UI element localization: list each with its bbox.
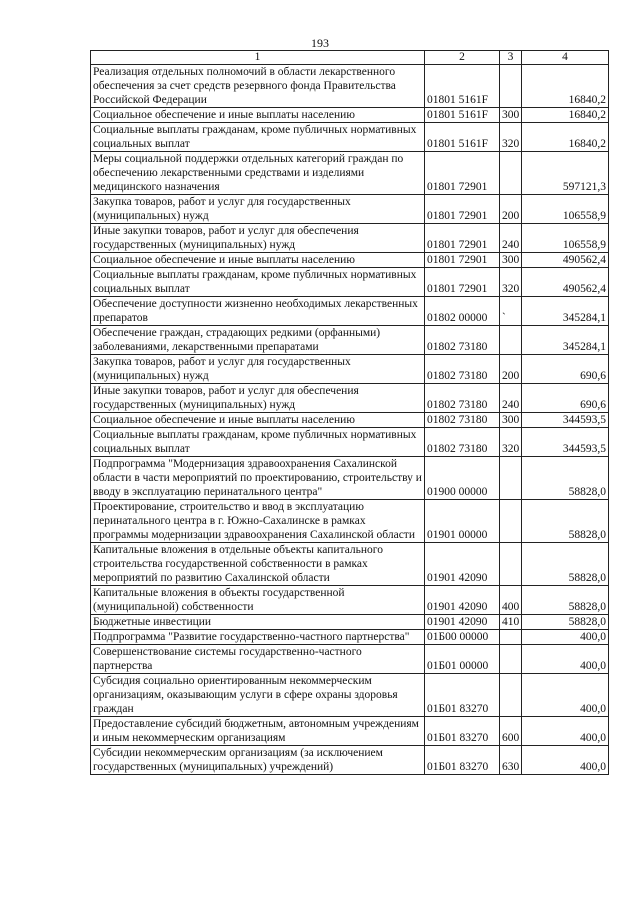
row-kind: 320: [500, 428, 522, 457]
row-code: 01Б01 83270: [425, 674, 500, 717]
row-name: Социальное обеспечение и иные выплаты населению: [91, 108, 425, 123]
header-col-4: 4: [522, 51, 609, 65]
row-kind: `: [500, 297, 522, 326]
row-sum: 345284,1: [522, 297, 609, 326]
row-code: 01801 5161F: [425, 108, 500, 123]
row-kind: 300: [500, 108, 522, 123]
row-code: 01Б00 00000: [425, 630, 500, 645]
table-row: [91, 108, 609, 123]
table-header-row: [91, 51, 609, 65]
table-row: [91, 457, 609, 500]
table-row: [91, 630, 609, 645]
row-code: 01801 5161F: [425, 65, 500, 108]
row-kind: [500, 326, 522, 355]
row-code: 01Б01 00000: [425, 645, 500, 674]
row-kind: [500, 457, 522, 500]
row-kind: 410: [500, 615, 522, 630]
table-row: [91, 717, 609, 746]
row-name: Проектирование, строительство и ввод в эксплуатацию перинатального центра в г. Южно-Сахалинске в рамках программы модернизации здравоохранения Сахалинской области: [91, 500, 425, 543]
budget-table: [90, 50, 609, 775]
row-code: 01801 72901: [425, 195, 500, 224]
row-name: Закупка товаров, работ и услуг для государственных (муниципальных) нужд: [91, 195, 425, 224]
row-kind: 320: [500, 123, 522, 152]
row-sum: 400,0: [522, 674, 609, 717]
row-kind: [500, 674, 522, 717]
row-sum: 106558,9: [522, 224, 609, 253]
row-sum: 345284,1: [522, 326, 609, 355]
row-name: Бюджетные инвестиции: [91, 615, 425, 630]
row-kind: [500, 152, 522, 195]
row-name: Субсидия социально ориентированным некоммерческим организациям, оказывающим услуги в сфере охраны здоровья граждан: [91, 674, 425, 717]
row-sum: 58828,0: [522, 543, 609, 586]
table-row: [91, 500, 609, 543]
table-row: [91, 615, 609, 630]
row-sum: 16840,2: [522, 65, 609, 108]
table-row: [91, 253, 609, 268]
row-name: Обеспечение доступности жизненно необходимых лекарственных препаратов: [91, 297, 425, 326]
table-row: [91, 355, 609, 384]
row-sum: 58828,0: [522, 615, 609, 630]
table-row: [91, 152, 609, 195]
page-number: 193: [311, 36, 329, 50]
row-sum: 16840,2: [522, 123, 609, 152]
table-row: [91, 195, 609, 224]
row-kind: 240: [500, 224, 522, 253]
row-code: 01802 73180: [425, 384, 500, 413]
row-code: 01Б01 83270: [425, 717, 500, 746]
table-row: [91, 326, 609, 355]
row-name: Капитальные вложения в объекты государственной (муниципальной) собственности: [91, 586, 425, 615]
row-name: Реализация отдельных полномочий в области лекарственного обеспечения за счет средств резервного фонда Правительства Российской Федерации: [91, 65, 425, 108]
header-col-2: 2: [425, 51, 500, 65]
table-row: [91, 65, 609, 108]
row-kind: [500, 543, 522, 586]
row-sum: 490562,4: [522, 253, 609, 268]
row-sum: 16840,2: [522, 108, 609, 123]
row-kind: [500, 630, 522, 645]
row-kind: 300: [500, 413, 522, 428]
table-row: [91, 543, 609, 586]
row-kind: 630: [500, 746, 522, 775]
table-row: [91, 123, 609, 152]
row-name: Подпрограмма "Развитие государственно-частного партнерства": [91, 630, 425, 645]
row-code: 01801 72901: [425, 268, 500, 297]
row-sum: 400,0: [522, 746, 609, 775]
table-row: [91, 268, 609, 297]
row-name: Меры социальной поддержки отдельных категорий граждан по обеспечению лекарственными средствами и изделиями медицинского назначения: [91, 152, 425, 195]
row-kind: 200: [500, 195, 522, 224]
row-kind: [500, 500, 522, 543]
header-col-1: 1: [91, 51, 425, 65]
table-row: [91, 674, 609, 717]
row-kind: 320: [500, 268, 522, 297]
row-sum: 690,6: [522, 355, 609, 384]
row-name: Предоставление субсидий бюджетным, автономным учреждениям и иным некоммерческим организациям: [91, 717, 425, 746]
table-row: [91, 746, 609, 775]
row-sum: 597121,3: [522, 152, 609, 195]
row-code: 01802 73180: [425, 355, 500, 384]
row-code: 01802 00000: [425, 297, 500, 326]
row-kind: [500, 645, 522, 674]
row-sum: 344593,5: [522, 413, 609, 428]
row-kind: 240: [500, 384, 522, 413]
row-name: Социальное обеспечение и иные выплаты населению: [91, 253, 425, 268]
table-row: [91, 413, 609, 428]
row-sum: 400,0: [522, 630, 609, 645]
row-code: 01802 73180: [425, 413, 500, 428]
row-kind: 200: [500, 355, 522, 384]
row-code: 01801 5161F: [425, 123, 500, 152]
row-sum: 106558,9: [522, 195, 609, 224]
row-name: Социальное обеспечение и иные выплаты населению: [91, 413, 425, 428]
row-sum: 58828,0: [522, 457, 609, 500]
row-sum: 58828,0: [522, 500, 609, 543]
row-code: 01802 73180: [425, 326, 500, 355]
row-sum: 690,6: [522, 384, 609, 413]
row-kind: 400: [500, 586, 522, 615]
table-row: [91, 384, 609, 413]
row-name: Иные закупки товаров, работ и услуг для обеспечения государственных (муниципальных) нужд: [91, 384, 425, 413]
row-kind: 300: [500, 253, 522, 268]
row-code: 01901 42090: [425, 586, 500, 615]
table-row: [91, 224, 609, 253]
row-sum: 490562,4: [522, 268, 609, 297]
row-name: Совершенствование системы государственно-частного партнерства: [91, 645, 425, 674]
row-name: Обеспечение граждан, страдающих редкими (орфанными) заболеваниями, лекарственными препаратами: [91, 326, 425, 355]
row-code: 01901 42090: [425, 543, 500, 586]
table-row: [91, 428, 609, 457]
row-code: 01901 00000: [425, 500, 500, 543]
row-sum: 400,0: [522, 645, 609, 674]
row-code: 01900 00000: [425, 457, 500, 500]
row-name: Социальные выплаты гражданам, кроме публичных нормативных социальных выплат: [91, 428, 425, 457]
header-col-3: 3: [500, 51, 522, 65]
row-name: Подпрограмма "Модернизация здравоохранения Сахалинской области в части мероприятий по проектированию, строительству и вводу в эксплуатацию перинатального центра": [91, 457, 425, 500]
row-sum: 400,0: [522, 717, 609, 746]
table-row: [91, 297, 609, 326]
row-name: Закупка товаров, работ и услуг для государственных (муниципальных) нужд: [91, 355, 425, 384]
row-name: Капитальные вложения в отдельные объекты капитального строительства государственной собственности в рамках мероприятий по развитию Сахалинской области: [91, 543, 425, 586]
row-name: Субсидии некоммерческим организациям (за исключением государственных (муниципальных) учреждений): [91, 746, 425, 775]
row-kind: 600: [500, 717, 522, 746]
row-code: 01801 72901: [425, 224, 500, 253]
row-code: 01802 73180: [425, 428, 500, 457]
row-sum: 58828,0: [522, 586, 609, 615]
row-code: 01901 42090: [425, 615, 500, 630]
row-code: 01Б01 83270: [425, 746, 500, 775]
table-row: [91, 645, 609, 674]
row-name: Иные закупки товаров, работ и услуг для обеспечения государственных (муниципальных) нужд: [91, 224, 425, 253]
row-name: Социальные выплаты гражданам, кроме публичных нормативных социальных выплат: [91, 268, 425, 297]
row-kind: [500, 65, 522, 108]
row-code: 01801 72901: [425, 253, 500, 268]
row-sum: 344593,5: [522, 428, 609, 457]
row-code: 01801 72901: [425, 152, 500, 195]
row-name: Социальные выплаты гражданам, кроме публичных нормативных социальных выплат: [91, 123, 425, 152]
table-row: [91, 586, 609, 615]
